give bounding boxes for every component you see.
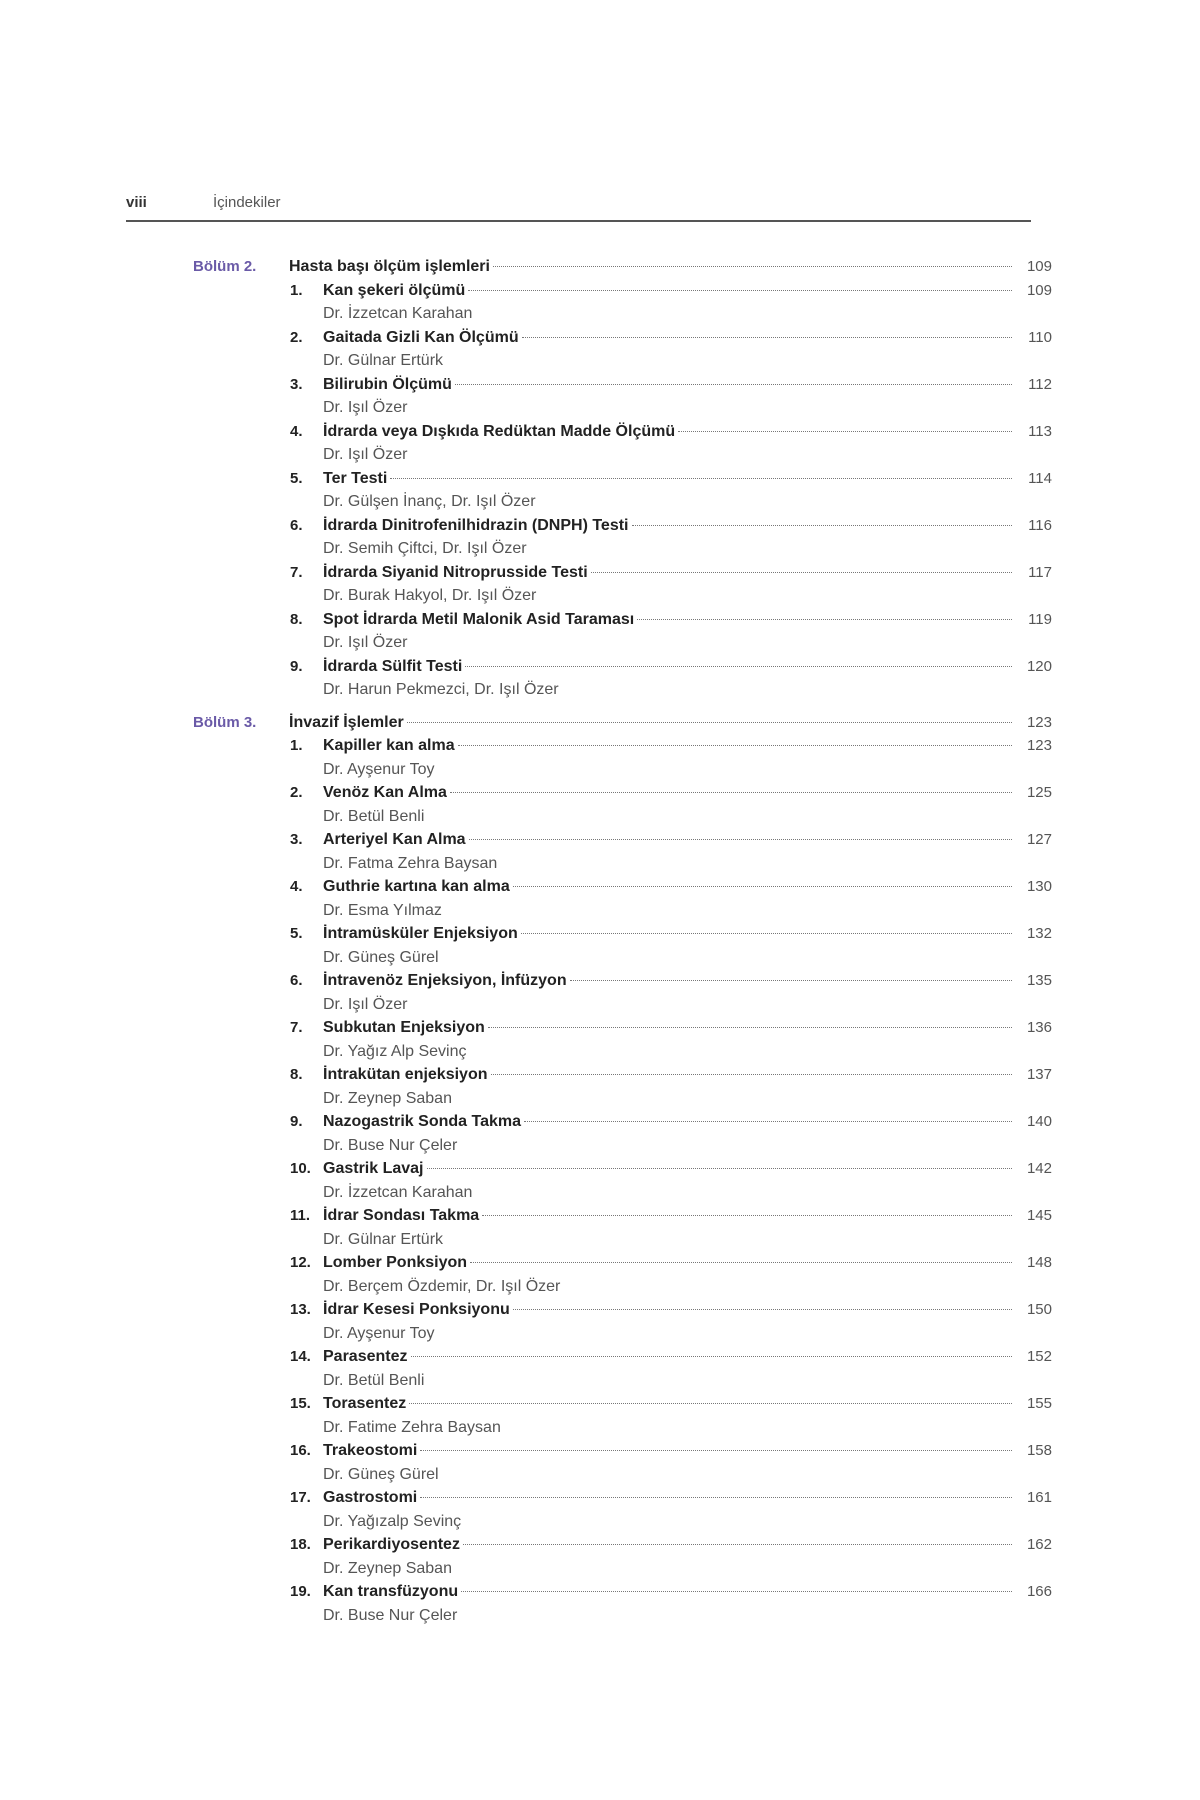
toc-entry-line: [323, 1486, 1052, 1510]
toc-part: [126, 255, 1052, 702]
item-number: 5.: [290, 469, 303, 487]
toc-item-row[interactable]: [126, 1063, 1052, 1087]
toc-entry-line: [323, 1345, 1052, 1369]
chapter-label: Bölüm 3.: [193, 713, 257, 731]
item-number: 4.: [290, 878, 303, 895]
item-title: Guthrie kartına kan alma: [323, 878, 510, 895]
item-title: İdrarda Sülfit Testi: [323, 657, 463, 675]
item-author: Dr. Ayşenur Toy: [323, 760, 435, 778]
toc-entry-line: [323, 969, 1052, 993]
toc-item-row[interactable]: [126, 420, 1052, 444]
item-number: 9.: [290, 657, 303, 675]
item-author: Dr. Semih Çiftci, Dr. Işıl Özer: [323, 540, 527, 557]
dot-leader: [488, 1026, 1012, 1028]
page-ref: 116: [1028, 516, 1052, 534]
item-author: Dr. Gülnar Ertürk: [323, 352, 444, 369]
page-header: [126, 190, 1031, 222]
item-number: 8.: [290, 610, 303, 628]
toc-entry-line: [323, 1157, 1052, 1181]
item-number: 7.: [290, 563, 303, 581]
page-ref: 148: [1026, 1254, 1052, 1271]
item-number: 18.: [290, 1536, 311, 1553]
page-ref: 120: [1026, 657, 1052, 675]
item-number: 13.: [290, 1301, 311, 1318]
page-ref: 114: [1028, 469, 1052, 487]
item-number: 8.: [290, 1066, 303, 1083]
item-title: Bilirubin Ölçümü: [323, 375, 452, 393]
toc-item-row[interactable]: [126, 1580, 1052, 1604]
page-ref: 123: [1026, 737, 1052, 754]
item-title: Arteriyel Kan Alma: [323, 831, 466, 848]
item-title: Gastrik Lavaj: [323, 1160, 424, 1177]
dot-leader: [469, 838, 1012, 840]
toc-item-row[interactable]: [126, 561, 1052, 585]
page-ref: 135: [1026, 972, 1052, 989]
item-author: Dr. Güneş Gürel: [323, 948, 439, 966]
toc-item-row[interactable]: [126, 1345, 1052, 1369]
page-ref: 158: [1026, 1442, 1052, 1459]
item-title: Gastrostomi: [323, 1489, 418, 1506]
page-ref: 117: [1028, 563, 1052, 581]
toc-entry-line: [323, 561, 1052, 585]
toc-item-row[interactable]: [126, 1251, 1052, 1275]
toc-entry-line: [323, 875, 1052, 899]
page-ref: 150: [1026, 1301, 1052, 1318]
item-author: Dr. Burak Hakyol, Dr. Işıl Özer: [323, 587, 537, 604]
item-author: Dr. Işıl Özer: [323, 995, 408, 1013]
dot-leader: [678, 430, 1012, 432]
toc-item-row[interactable]: [126, 514, 1052, 538]
dot-leader: [458, 744, 1012, 746]
running-title: İçindekiler: [213, 194, 281, 211]
page-ref: 140: [1026, 1113, 1052, 1130]
toc-entry-line: [323, 734, 1052, 758]
item-author: Dr. Esma Yılmaz: [323, 901, 442, 919]
toc-entry-line: [323, 1016, 1052, 1040]
toc-item-row[interactable]: [126, 1486, 1052, 1510]
toc-entry-line: [323, 1063, 1052, 1087]
dot-leader: [468, 289, 1012, 291]
page-ref: 109: [1026, 258, 1052, 275]
dot-leader: [465, 665, 1012, 667]
item-title: Ter Testi: [323, 469, 388, 487]
item-number: 5.: [290, 925, 303, 942]
item-number: 10.: [290, 1160, 311, 1177]
dot-leader: [450, 791, 1012, 793]
item-author: Dr. İzzetcan Karahan: [323, 305, 473, 322]
item-title: İdrarda veya Dışkıda Redüktan Madde Ölçümü: [323, 422, 676, 440]
toc-item-row[interactable]: [126, 1016, 1052, 1040]
item-title: İntrakütan enjeksiyon: [323, 1066, 488, 1083]
toc-entry-line: [323, 420, 1052, 444]
toc-entry-line: [323, 373, 1052, 397]
item-author: Dr. Berçem Özdemir, Dr. Işıl Özer: [323, 1277, 561, 1295]
dot-leader: [420, 1449, 1012, 1451]
table-of-contents: [126, 255, 1052, 1636]
item-author: Dr. Gülşen İnanç, Dr. Işıl Özer: [323, 493, 536, 510]
toc-entry-line: [323, 326, 1052, 350]
item-title: Kapiller kan alma: [323, 737, 455, 754]
item-title: Parasentez: [323, 1348, 408, 1365]
item-author: Dr. Güneş Gürel: [323, 1465, 439, 1483]
toc-entry-line: [289, 711, 1052, 735]
item-number: 6.: [290, 516, 303, 534]
page-ref: 112: [1028, 375, 1052, 393]
toc-item-row[interactable]: [126, 1157, 1052, 1181]
toc-entry-line: [323, 828, 1052, 852]
toc-item-row[interactable]: [126, 467, 1052, 491]
dot-leader: [570, 979, 1012, 981]
item-number: 3.: [290, 831, 303, 848]
toc-item-row[interactable]: [126, 608, 1052, 632]
toc-entry-line: [323, 1533, 1052, 1557]
toc-entry-line: [323, 467, 1052, 491]
page-ref: 109: [1026, 281, 1052, 299]
dot-leader: [461, 1590, 1012, 1592]
item-author: Dr. Fatma Zehra Baysan: [323, 854, 498, 872]
toc-item-row[interactable]: [126, 1533, 1052, 1557]
item-number: 6.: [290, 972, 303, 989]
item-number: 11.: [290, 1207, 311, 1224]
page-ref: 113: [1028, 422, 1052, 440]
page-ref: 127: [1026, 831, 1052, 848]
page-ref: 162: [1026, 1536, 1052, 1553]
item-author: Dr. Işıl Özer: [323, 634, 408, 651]
item-number: 14.: [290, 1348, 311, 1365]
toc-item-row[interactable]: [126, 1110, 1052, 1134]
dot-leader: [632, 524, 1013, 526]
item-title: Trakeostomi: [323, 1442, 418, 1459]
item-title: Spot İdrarda Metil Malonik Asid Taraması: [323, 610, 635, 628]
page-ref: 119: [1028, 610, 1052, 628]
item-title: İntramüsküler Enjeksiyon: [323, 925, 518, 942]
item-number: 2.: [290, 328, 303, 346]
item-title: İntravenöz Enjeksiyon, İnfüzyon: [323, 972, 567, 989]
toc-entry-line: [323, 514, 1052, 538]
item-number: 1.: [290, 737, 303, 754]
item-number: 1.: [290, 281, 303, 299]
item-number: 3.: [290, 375, 303, 393]
toc-item-row[interactable]: [126, 1298, 1052, 1322]
item-title: Gaitada Gizli Kan Ölçümü: [323, 328, 519, 346]
page-ref: 155: [1026, 1395, 1052, 1412]
toc-item-row[interactable]: [126, 828, 1052, 852]
toc-item-row[interactable]: [126, 922, 1052, 946]
page-ref: 137: [1026, 1066, 1052, 1083]
dot-leader: [427, 1167, 1013, 1169]
page-ref: 110: [1028, 328, 1052, 346]
dot-leader: [463, 1543, 1012, 1545]
dot-leader: [482, 1214, 1012, 1216]
item-title: İdrarda Siyanid Nitroprusside Testi: [323, 563, 588, 581]
item-number: 12.: [290, 1254, 311, 1271]
item-author: Dr. Işıl Özer: [323, 399, 408, 416]
item-author: Dr. Yağızalp Sevinç: [323, 1512, 462, 1530]
toc-item-row[interactable]: [126, 1439, 1052, 1463]
dot-leader: [513, 1308, 1012, 1310]
item-title: İdrar Kesesi Ponksiyonu: [323, 1301, 510, 1318]
dot-leader: [637, 618, 1012, 620]
item-number: 17.: [290, 1489, 311, 1506]
toc-item-row[interactable]: [126, 373, 1052, 397]
page-ref: 145: [1026, 1207, 1052, 1224]
toc-entry-line: [323, 608, 1052, 632]
item-author: Dr. Fatime Zehra Baysan: [323, 1418, 501, 1436]
toc-entry-line: [323, 1392, 1052, 1416]
toc-entry-line: [323, 1251, 1052, 1275]
page-ref: 125: [1026, 784, 1052, 801]
dot-leader: [409, 1402, 1012, 1404]
item-title: Kan şekeri ölçümü: [323, 281, 466, 299]
dot-leader: [493, 265, 1012, 267]
toc-entry-line: [323, 1204, 1052, 1228]
item-number: 16.: [290, 1442, 311, 1459]
dot-leader: [524, 1120, 1012, 1122]
toc-part-row[interactable]: [126, 255, 1052, 279]
toc-entry-line: [323, 922, 1052, 946]
item-title: Kan transfüzyonu: [323, 1583, 459, 1600]
item-author: Dr. Ayşenur Toy: [323, 1324, 435, 1342]
item-author: Dr. Harun Pekmezci, Dr. Işıl Özer: [323, 681, 559, 698]
chapter-title: İnvazif İşlemler: [289, 713, 404, 731]
item-author: Dr. Buse Nur Çeler: [323, 1606, 458, 1624]
item-title: Torasentez: [323, 1395, 407, 1412]
item-number: 2.: [290, 784, 303, 801]
toc-entry-line: [323, 781, 1052, 805]
toc-entry-line: [323, 279, 1052, 303]
item-author: Dr. Yağız Alp Sevinç: [323, 1042, 467, 1060]
item-title: Lomber Ponksiyon: [323, 1254, 468, 1271]
chapter-label: Bölüm 2.: [193, 258, 257, 275]
toc-item-row[interactable]: [126, 875, 1052, 899]
dot-leader: [390, 477, 1012, 479]
page-ref: 136: [1026, 1019, 1052, 1036]
toc-item-row[interactable]: [126, 969, 1052, 993]
dot-leader: [522, 336, 1012, 338]
item-title: İdrar Sondası Takma: [323, 1207, 480, 1224]
toc-entry-line: [323, 655, 1052, 679]
toc-item-row[interactable]: [126, 781, 1052, 805]
item-author: Dr. Işıl Özer: [323, 446, 408, 463]
page-ref: 161: [1026, 1489, 1052, 1506]
item-title: İdrarda Dinitrofenilhidrazin (DNPH) Testi: [323, 516, 629, 534]
item-title: Nazogastrik Sonda Takma: [323, 1113, 521, 1130]
dot-leader: [407, 721, 1012, 723]
toc-entry-line: [289, 255, 1052, 279]
dot-leader: [455, 383, 1012, 385]
toc-entry-line: [323, 1298, 1052, 1322]
dot-leader: [420, 1496, 1012, 1498]
page-ref: 142: [1026, 1160, 1052, 1177]
item-number: 7.: [290, 1019, 303, 1036]
toc-item-row[interactable]: [126, 279, 1052, 303]
item-author: Dr. İzzetcan Karahan: [323, 1183, 473, 1201]
toc-part: [126, 711, 1052, 1628]
item-author: Dr. Betül Benli: [323, 807, 425, 825]
page-number: viii: [126, 194, 147, 211]
dot-leader: [591, 571, 1012, 573]
dot-leader: [491, 1073, 1013, 1075]
dot-leader: [513, 885, 1012, 887]
item-author: Dr. Buse Nur Çeler: [323, 1136, 458, 1154]
item-title: Perikardiyosentez: [323, 1536, 460, 1553]
toc-item-row[interactable]: [126, 734, 1052, 758]
dot-leader: [521, 932, 1012, 934]
item-title: Venöz Kan Alma: [323, 784, 447, 801]
item-number: 4.: [290, 422, 303, 440]
toc-item-row[interactable]: [126, 1204, 1052, 1228]
page-ref: 132: [1026, 925, 1052, 942]
toc-part-row[interactable]: [126, 711, 1052, 735]
item-title: Subkutan Enjeksiyon: [323, 1019, 485, 1036]
page-ref: 152: [1026, 1348, 1052, 1365]
toc-entry-line: [323, 1439, 1052, 1463]
item-number: 9.: [290, 1113, 303, 1130]
toc-item-row[interactable]: [126, 655, 1052, 679]
item-number: 19.: [290, 1583, 311, 1600]
dot-leader: [470, 1261, 1012, 1263]
item-number: 15.: [290, 1395, 311, 1412]
chapter-title: Hasta başı ölçüm işlemleri: [289, 258, 490, 275]
toc-entry-line: [323, 1110, 1052, 1134]
toc-entry-line: [323, 1580, 1052, 1604]
item-author: Dr. Zeynep Saban: [323, 1089, 452, 1107]
item-author: Dr. Zeynep Saban: [323, 1559, 452, 1577]
item-author: Dr. Gülnar Ertürk: [323, 1230, 444, 1248]
toc-item-row[interactable]: [126, 1392, 1052, 1416]
page-ref: 123: [1026, 713, 1052, 731]
toc-item-row[interactable]: [126, 326, 1052, 350]
dot-leader: [411, 1355, 1013, 1357]
item-author: Dr. Betül Benli: [323, 1371, 425, 1389]
page-ref: 130: [1026, 878, 1052, 895]
page-ref: 166: [1026, 1583, 1052, 1600]
